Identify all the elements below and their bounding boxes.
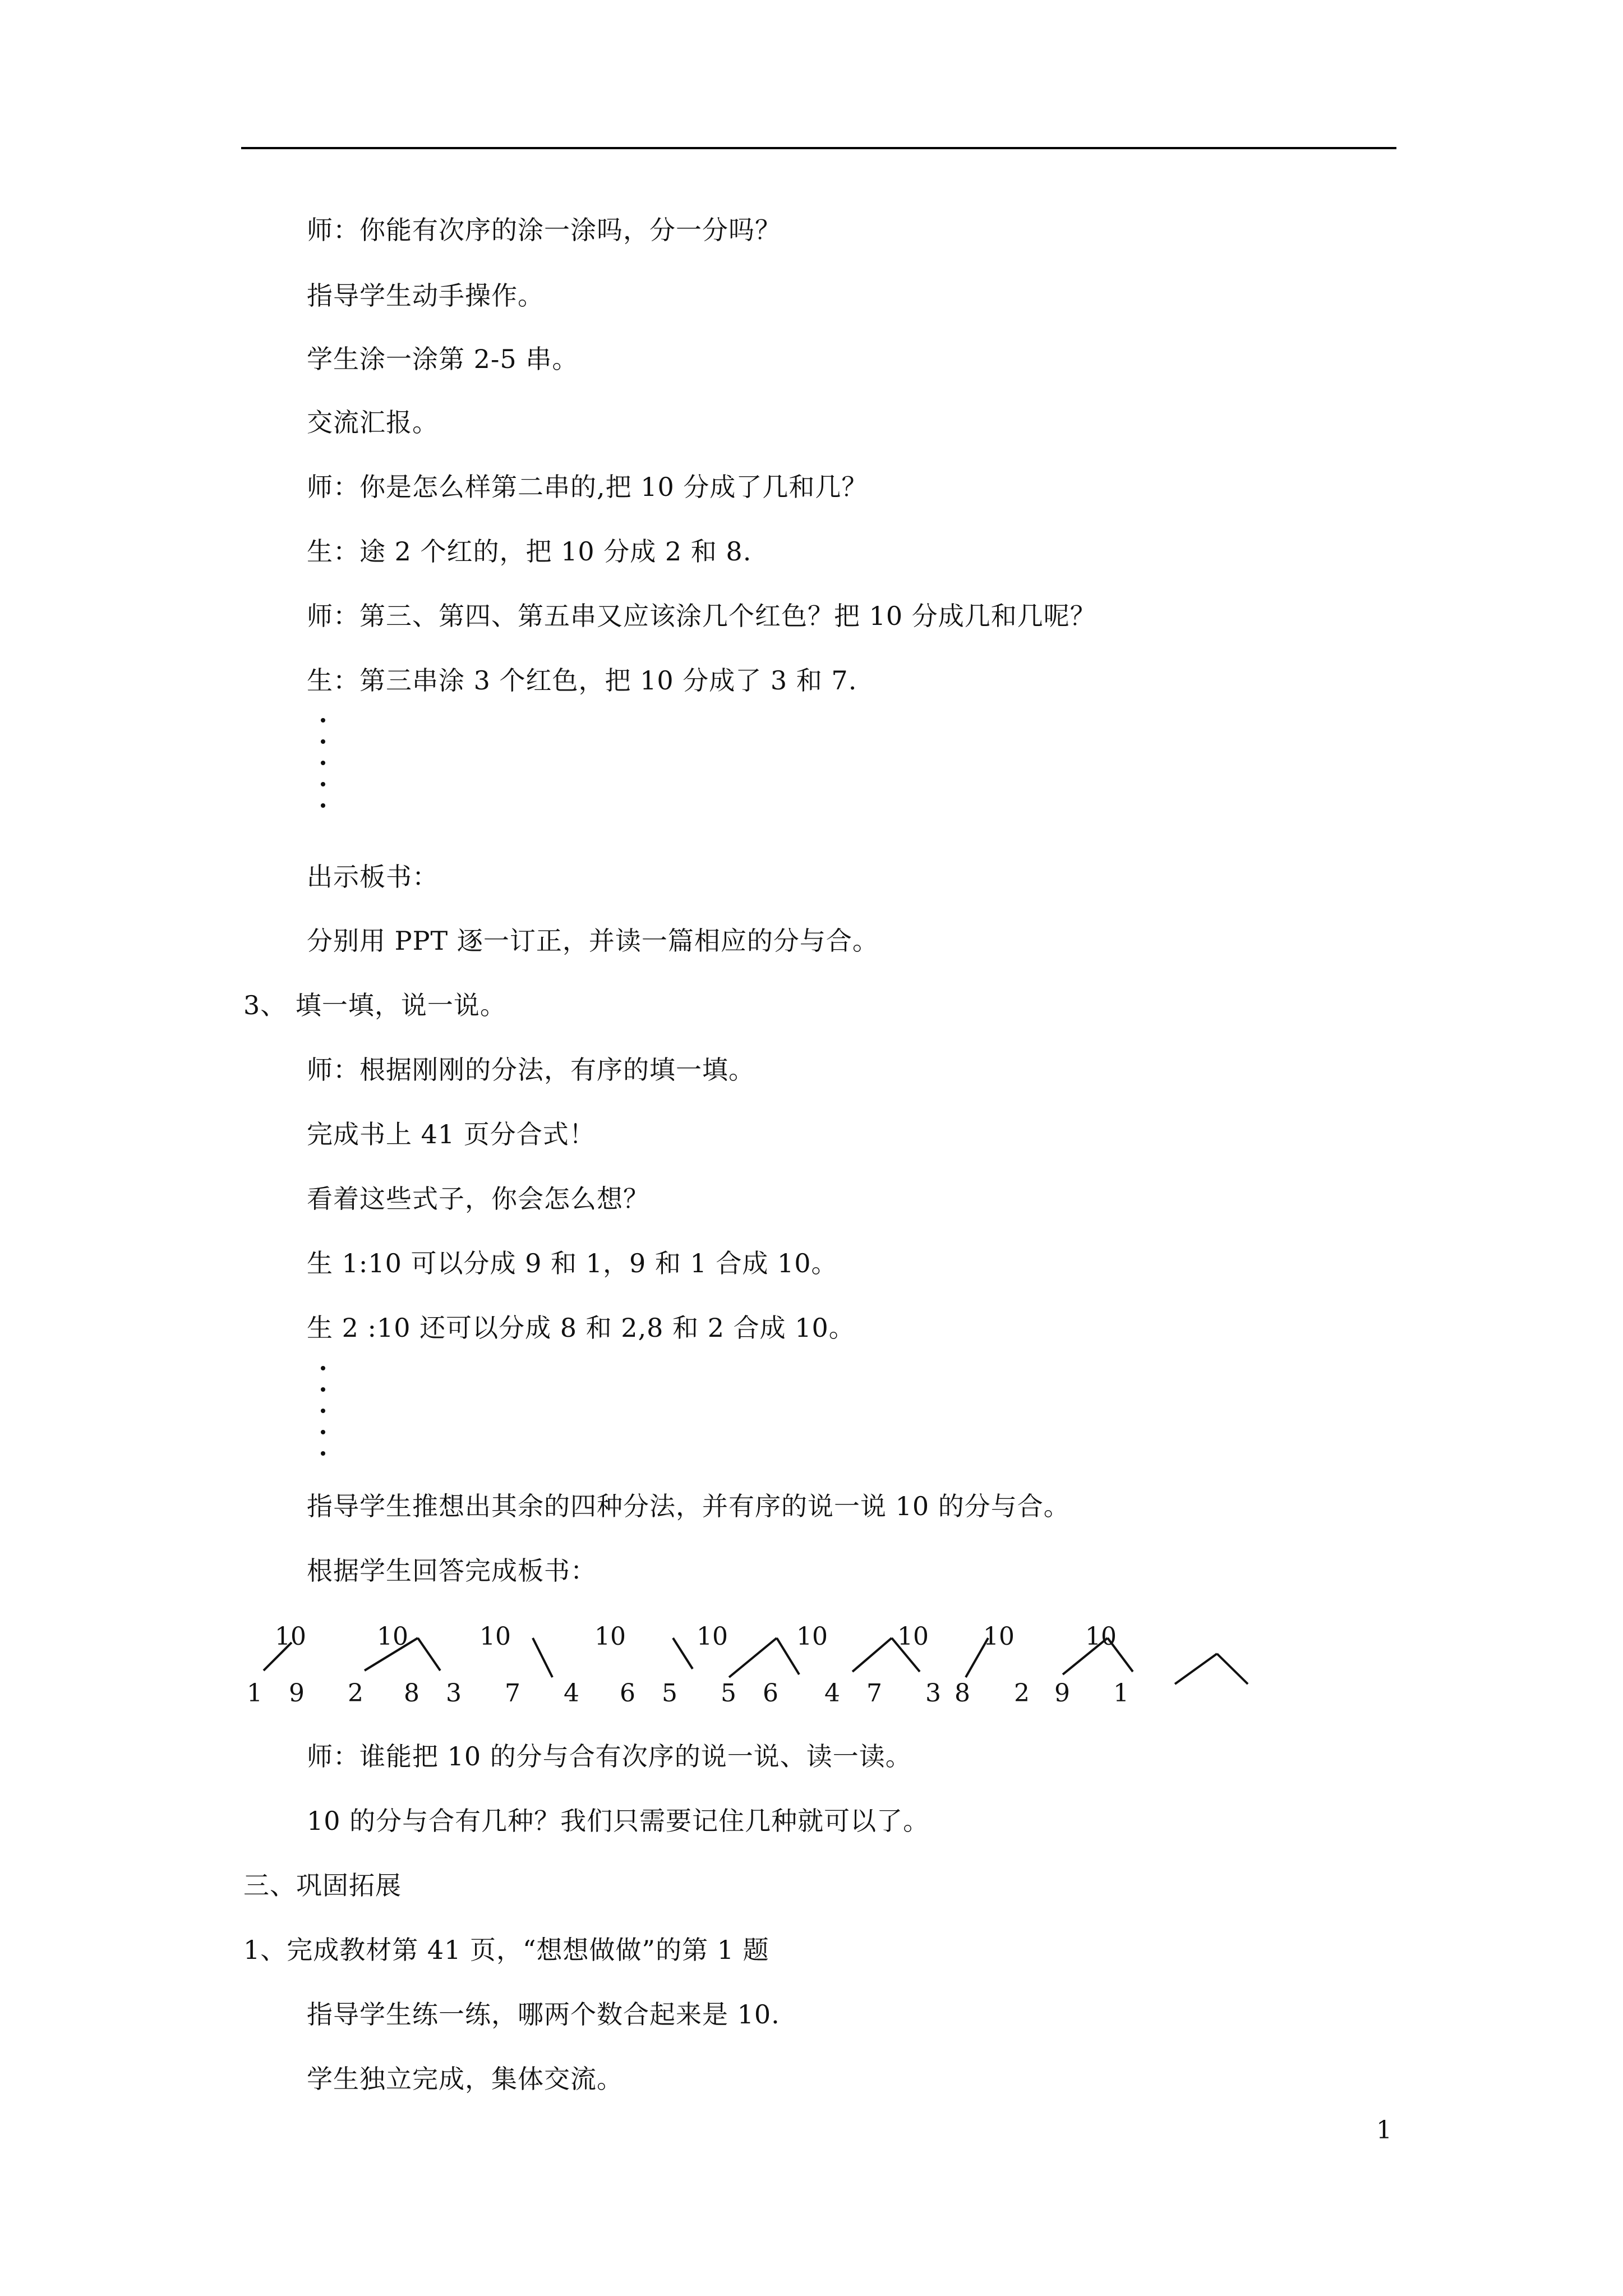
diagram-part: 2 (1014, 1679, 1030, 1708)
diagram-part: 1 (1113, 1679, 1129, 1708)
diagram-part: 5 (662, 1679, 677, 1708)
text-line: 师：根据刚刚的分法，有序的填一填。 (307, 1055, 755, 1085)
diagram-part: 7 (866, 1679, 882, 1708)
diagram-part: 4 (824, 1679, 840, 1708)
diagram-branch-line (1175, 1654, 1217, 1684)
diagram-part: 4 (564, 1679, 579, 1708)
text-line: 看着这些式子，你会怎么想？ (307, 1184, 649, 1214)
text-line: 出示板书： (307, 862, 439, 892)
diagram-branch-line (777, 1638, 799, 1674)
diagram-part: 1 (247, 1679, 262, 1708)
diagram-total: 10 (697, 1622, 728, 1651)
diagram-part: 2 (348, 1679, 363, 1708)
diagram-total: 10 (897, 1622, 929, 1651)
diagram-branch-line (852, 1638, 892, 1672)
text-line: 师：你能有次序的涂一涂吗，分一分吗？ (307, 215, 781, 245)
diagram-part: 5 (721, 1679, 736, 1708)
diagram-total: 10 (275, 1622, 306, 1651)
diagram-totals (275, 1622, 1117, 1651)
diagram-part: 8 (404, 1679, 419, 1708)
text-line: 根据学生回答完成板书： (307, 1556, 597, 1586)
text-line: 学生涂一涂第 2-5 串。 (307, 344, 579, 374)
text-line: 1、完成教材第 41 页，“想想做做”的第 1 题 (243, 1935, 769, 1965)
diagram-part: 9 (289, 1679, 305, 1708)
text-line: 10 的分与合有几种？我们只需要记住几种就可以了。 (307, 1806, 930, 1836)
diagram-total: 10 (983, 1622, 1015, 1651)
text-line: 指导学生动手操作。 (307, 280, 544, 311)
text-line: 师：你是怎么样第二串的,把 10 分成了几和几？ (307, 472, 868, 502)
text-line: 学生独立完成，集体交流。 (307, 2064, 623, 2094)
diagram-total: 10 (377, 1622, 408, 1651)
diagram-part: 9 (1054, 1679, 1070, 1708)
diagram-branch-line (1217, 1654, 1248, 1684)
text-line: 生 2 :10 还可以分成 8 和 2,8 和 2 合成 10。 (307, 1313, 855, 1343)
text-line: 生：途 2 个红的，把 10 分成 2 和 8. (307, 536, 752, 567)
diagram-part: 6 (763, 1679, 778, 1708)
diagram-total: 10 (1085, 1622, 1117, 1651)
text-line: 生 1:10 可以分成 9 和 1，9 和 1 合成 10。 (307, 1248, 838, 1278)
text-line: 指导学生推想出其余的四种分法，并有序的说一说 10 的分与合。 (307, 1491, 1070, 1521)
text-line: 生：第三串涂 3 个红色，把 10 分成了 3 和 7. (307, 665, 857, 696)
diagram-total: 10 (479, 1622, 511, 1651)
diagram-part: 6 (620, 1679, 635, 1708)
section-heading: 三、巩固拓展 (243, 1870, 402, 1901)
diagram-branch-line (673, 1638, 693, 1669)
text-line: 指导学生练一练，哪两个数合起来是 10. (307, 1999, 780, 2030)
diagram-part: 3 (446, 1679, 462, 1708)
text-line: 师：谁能把 10 的分与合有次序的说一说、读一读。 (307, 1741, 912, 1772)
page-number: 1 (1376, 2116, 1392, 2145)
section-heading: 3、 填一填，说一说。 (243, 990, 506, 1020)
diagram-part: 3 (925, 1679, 941, 1708)
diagram-total: 10 (594, 1622, 626, 1651)
text-line: 分别用 PPT 逐一订正，并读一篇相应的分与合。 (307, 926, 879, 956)
diagram-branch-line (729, 1638, 777, 1677)
diagram-total: 10 (796, 1622, 828, 1651)
diagram-part: 7 (505, 1679, 520, 1708)
diagram-branch-line (533, 1638, 552, 1677)
diagram-branch-line (418, 1638, 440, 1671)
text-line: 交流汇报。 (307, 407, 439, 438)
text-line: 完成书上 41 页分合式！ (307, 1119, 596, 1149)
diagram-part: 8 (955, 1679, 970, 1708)
diagram-parts (247, 1679, 1129, 1708)
text-line: 师：第三、第四、第五串又应该涂几个红色？把 10 分成几和几呢？ (307, 601, 1096, 631)
